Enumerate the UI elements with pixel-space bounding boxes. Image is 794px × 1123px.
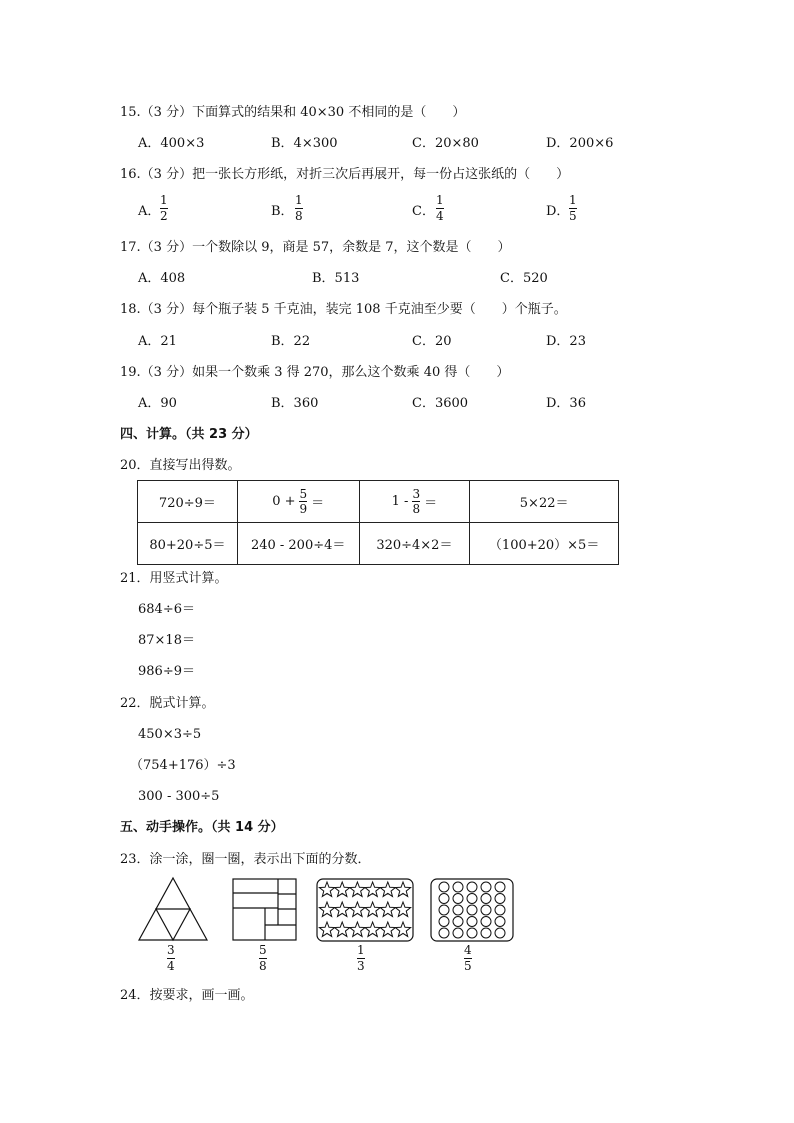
star-shape [350, 922, 365, 936]
fraction-numerator: 1 [357, 943, 365, 957]
q15-option-d: D．200×6 [546, 136, 614, 151]
mental-math-table [137, 480, 619, 565]
triangle-figure [137, 876, 209, 942]
fraction-denominator: 8 [412, 502, 421, 516]
rectangle-fraction [259, 944, 267, 973]
circle-shape [467, 882, 477, 892]
fraction-denominator: 8 [259, 959, 267, 973]
q19-option-c: C．3600 [412, 396, 469, 411]
q18-option-b: B．22 [271, 334, 311, 349]
cell-fraction [412, 488, 420, 515]
cell-expression-suffix: ＝ [424, 496, 438, 511]
star-shape [365, 922, 380, 936]
q15-option-a: A．400×3 [138, 136, 205, 151]
q23-stem: 23．涂一涂，圈一圈，表示出下面的分数． [120, 852, 371, 867]
q16-option-c-fraction [436, 194, 444, 223]
circle-shape [453, 917, 463, 927]
q19-option-a: A．90 [138, 396, 177, 411]
q21-item-2: 87×18＝ [138, 633, 195, 648]
fraction-numerator: 4 [464, 943, 472, 957]
table-cell [470, 481, 619, 523]
q22-item-3: 300 - 300÷5 [138, 789, 220, 804]
stars-fraction [357, 944, 365, 973]
star-shape [380, 922, 395, 936]
circle-shape [495, 905, 505, 915]
star-shape [350, 902, 365, 916]
table-cell [359, 523, 470, 565]
table-cell [359, 481, 470, 523]
q16-stem: 16.（3 分）把一张长方形纸，对折三次后再展开，每一份占这张纸的（ ） [120, 167, 570, 182]
star-shape [395, 902, 410, 916]
fraction-numerator: 1 [436, 193, 444, 207]
fraction-denominator: 4 [436, 209, 444, 223]
q17-stem: 17.（3 分）一个数除以 9，商是 57，余数是 7，这个数是（ ） [120, 240, 511, 255]
star-shape [335, 902, 350, 916]
q17-option-a: A．408 [138, 271, 186, 286]
q22-item-2: （754+176）÷3 [130, 758, 236, 773]
fraction-denominator: 8 [295, 209, 303, 223]
q20-stem: 20．直接写出得数。 [120, 458, 241, 473]
circle-shape [467, 928, 477, 938]
triangle-fraction [167, 944, 175, 973]
star-shape [365, 882, 380, 896]
circle-shape [467, 917, 477, 927]
table-cell [237, 481, 359, 523]
cell-expression: 240 - 200÷4＝ [250, 538, 346, 553]
stars-figure [316, 878, 414, 942]
fraction-numerator: 3 [412, 487, 421, 501]
fraction-denominator: 5 [569, 209, 577, 223]
q17-option-c: C．520 [500, 271, 548, 286]
q16-option-d-fraction [569, 194, 577, 223]
q16-option-d-letter: D． [546, 204, 570, 219]
q22-item-1: 450×3÷5 [138, 727, 202, 742]
rectangle-figure [232, 878, 298, 942]
circle-shape [495, 882, 505, 892]
q15-option-c: C．20×80 [412, 136, 479, 151]
star-shape [395, 882, 410, 896]
star-shape [350, 882, 365, 896]
circle-shape [495, 928, 505, 938]
q19-stem: 19.（3 分）如果一个数乘 3 得 270，那么这个数乘 40 得（ ） [120, 365, 510, 380]
cell-expression-prefix: 0 + [272, 494, 296, 509]
circle-shape [481, 917, 491, 927]
circle-shape [495, 917, 505, 927]
q16-option-a-fraction [160, 194, 168, 223]
star-shape [335, 882, 350, 896]
star-shape [365, 902, 380, 916]
q16-option-c-letter: C． [412, 204, 435, 219]
cell-expression-prefix: 1 - [391, 494, 409, 509]
q16-option-a-letter: A． [138, 204, 161, 219]
circles-figure [430, 878, 514, 942]
cell-expression: 5×22＝ [519, 496, 569, 511]
circle-shape [439, 917, 449, 927]
fraction-numerator: 5 [299, 487, 308, 501]
q21-item-1: 684÷6＝ [138, 602, 195, 617]
fraction-denominator: 4 [167, 959, 175, 973]
q21-stem: 21．用竖式计算。 [120, 571, 228, 586]
circle-shape [439, 928, 449, 938]
table-cell [138, 481, 238, 523]
q21-item-3: 986÷9＝ [138, 664, 195, 679]
fraction-denominator: 5 [464, 959, 472, 973]
table-cell [237, 523, 359, 565]
star-shape [380, 882, 395, 896]
circle-shape [495, 894, 505, 904]
section-4-title: 四、计算。（共 23 分） [120, 427, 258, 442]
fraction-numerator: 1 [160, 193, 168, 207]
circle-shape [467, 894, 477, 904]
circle-shape [439, 894, 449, 904]
q22-stem: 22．脱式计算。 [120, 696, 215, 711]
fraction-numerator: 5 [259, 943, 267, 957]
circle-shape [481, 905, 491, 915]
circle-shape [439, 882, 449, 892]
q16-option-b-letter: B． [271, 204, 294, 219]
fraction-numerator: 3 [167, 943, 175, 957]
cell-expression: 720÷9＝ [158, 496, 216, 511]
q15-option-b: B．4×300 [271, 136, 338, 151]
circle-shape [453, 882, 463, 892]
section-5-title: 五、动手操作。（共 14 分） [120, 820, 284, 835]
q18-option-c: C．20 [412, 334, 452, 349]
q15-stem: 15.（3 分）下面算式的结果和 40×30 不相同的是（ ） [120, 105, 466, 120]
fraction-numerator: 1 [569, 193, 577, 207]
q19-option-b: B．360 [271, 396, 319, 411]
circles-fraction [464, 944, 472, 973]
circle-shape [481, 882, 491, 892]
circle-shape [439, 905, 449, 915]
cell-expression: 320÷4×2＝ [376, 538, 453, 553]
cell-expression-suffix: ＝ [311, 496, 325, 511]
fraction-numerator: 1 [295, 193, 303, 207]
q16-option-b-fraction [295, 194, 303, 223]
q18-option-d: D．23 [546, 334, 586, 349]
table-cell [470, 523, 619, 565]
q19-option-d: D．36 [546, 396, 586, 411]
fraction-denominator: 2 [160, 209, 168, 223]
star-shape [395, 922, 410, 936]
cell-fraction [299, 488, 307, 515]
circle-shape [453, 905, 463, 915]
star-shape [319, 922, 334, 936]
circle-shape [453, 928, 463, 938]
star-shape [335, 922, 350, 936]
fraction-denominator: 9 [299, 502, 308, 516]
table-row [138, 523, 619, 565]
table-cell [138, 523, 238, 565]
star-shape [319, 902, 334, 916]
star-shape [380, 902, 395, 916]
circle-shape [481, 928, 491, 938]
q18-option-a: A．21 [138, 334, 177, 349]
q18-stem: 18.（3 分）每个瓶子装 5 千克油，装完 108 千克油至少要（ ）个瓶子。 [120, 302, 567, 317]
circle-shape [481, 894, 491, 904]
fraction-denominator: 3 [357, 959, 365, 973]
q24-stem: 24．按要求，画一画。 [120, 988, 254, 1003]
q17-option-b: B．513 [312, 271, 360, 286]
cell-expression: （100+20）×5＝ [488, 538, 600, 553]
circle-shape [453, 894, 463, 904]
table-row [138, 481, 619, 523]
cell-expression: 80+20÷5＝ [149, 538, 226, 553]
circle-shape [467, 905, 477, 915]
star-shape [319, 882, 334, 896]
